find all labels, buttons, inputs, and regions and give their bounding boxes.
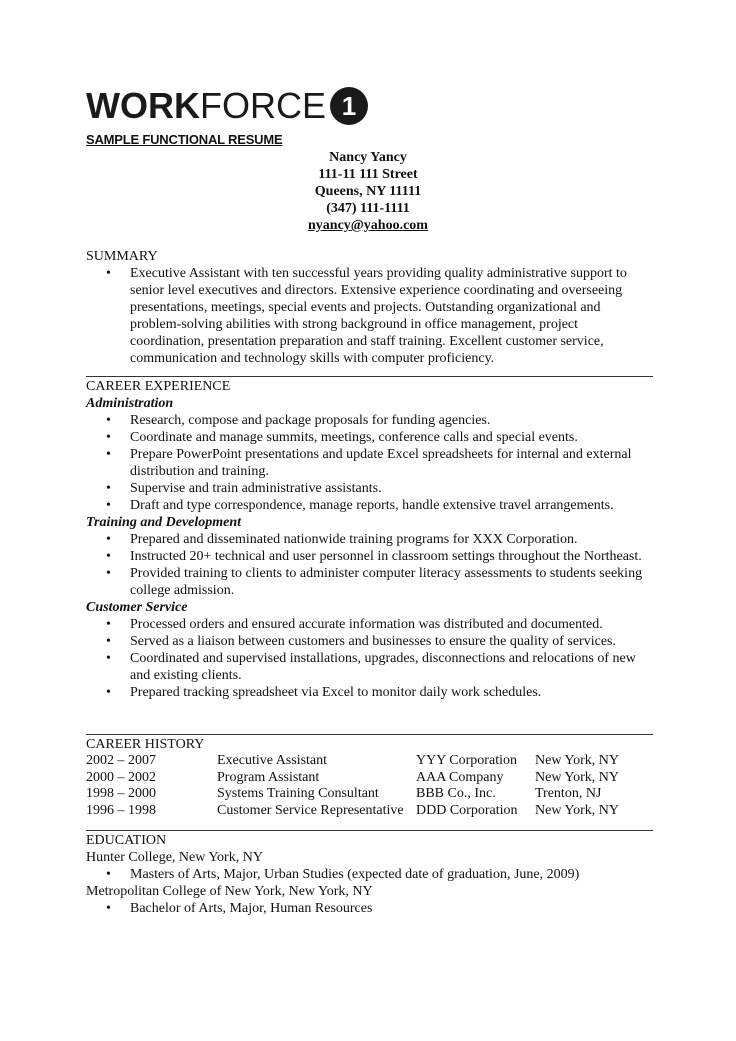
contact-name: Nancy Yancy xyxy=(329,150,407,165)
bullet-icon: • xyxy=(106,566,111,581)
summary-section xyxy=(86,248,653,367)
bullet-icon: • xyxy=(106,617,111,632)
school-name: Hunter College, New York, NY xyxy=(86,850,263,865)
list-item: • Provided training to clients to administer computer literacy assessments to students seeking college admission. xyxy=(106,566,643,598)
bullet-icon: • xyxy=(106,498,111,513)
table-row: 2002 – 2007 Executive Assistant YYY Corporation New York, NY xyxy=(86,753,620,768)
list-item: • Supervise and train administrative assistants. xyxy=(106,481,382,496)
school-name: Metropolitan College of New York, New York, NY xyxy=(86,884,373,899)
table-row: 2000 – 2002 Program Assistant AAA Company New York, NY xyxy=(86,769,620,785)
list-item: • Coordinate and manage summits, meetings, conference calls and special events. xyxy=(106,430,578,445)
experience-group-list xyxy=(86,616,653,701)
degree-list xyxy=(86,900,653,917)
workforce1-logo xyxy=(86,86,369,126)
list-item: • Prepared and disseminated nationwide training programs for XXX Corporation. xyxy=(106,532,578,547)
degree-list xyxy=(86,866,653,883)
bullet-icon: • xyxy=(106,634,111,649)
bullet-icon: • xyxy=(106,430,111,445)
summary-heading: SUMMARY xyxy=(86,249,158,264)
table-row: 1998 – 2000 Systems Training Consultant BBB Co., Inc. Trenton, NJ xyxy=(86,786,602,801)
experience-section xyxy=(86,378,653,701)
history-heading: CAREER HISTORY xyxy=(86,737,205,752)
bullet-icon: • xyxy=(106,532,111,547)
bullet-icon: • xyxy=(106,481,111,496)
experience-heading: CAREER EXPERIENCE xyxy=(86,379,231,394)
bullet-icon: • xyxy=(106,266,111,281)
experience-group-title: Training and Development xyxy=(86,515,242,530)
list-item: • Served as a liaison between customers and businesses to ensure the quality of services. xyxy=(106,634,616,649)
contact-block xyxy=(0,149,736,234)
history-table xyxy=(86,753,619,819)
bullet-icon: • xyxy=(106,549,111,564)
history-section xyxy=(86,736,653,819)
experience-group-title: Customer Service xyxy=(86,600,188,615)
contact-email[interactable]: nyancy@yahoo.com xyxy=(308,218,428,233)
bullet-icon: • xyxy=(106,651,111,666)
summary-item xyxy=(86,265,653,367)
experience-group-list xyxy=(86,412,653,514)
list-item: • Processed orders and ensured accurate information was distributed and documented. xyxy=(106,617,603,632)
summary-text: Executive Assistant with ten successful years providing quality administrative support to senior level executives and directors. Extensive experience coordinating and overseeing presentations, meetings, special events and projects. Outstanding organizational and problem-solving abilities with strong background in office management, project coordination, presentation preparation and staff training. Excellent customer service, communication and technology skills with computer proficiency. xyxy=(130,266,627,366)
list-item: • Research, compose and package proposals for funding agencies. xyxy=(106,413,491,428)
list-item: • Bachelor of Arts, Major, Human Resources xyxy=(106,901,373,916)
document-label: SAMPLE FUNCTIONAL RESUME xyxy=(86,132,283,147)
section-divider xyxy=(86,376,653,377)
summary-list xyxy=(86,265,653,367)
logo-wordmark: WORKFORCE xyxy=(86,85,326,126)
education-section xyxy=(86,832,653,917)
contact-phone: (347) 111-1111 xyxy=(326,201,410,216)
bullet-icon: • xyxy=(106,447,111,462)
logo-badge-number: 1 xyxy=(341,91,357,121)
table-row: 1996 – 1998 Customer Service Representative DDD Corporation New York, NY xyxy=(86,802,620,818)
list-item: • Coordinated and supervised installations, upgrades, disconnections and relocations of new and existing clients. xyxy=(106,651,636,683)
bullet-icon: • xyxy=(106,867,111,882)
bullet-icon: • xyxy=(106,685,111,700)
experience-group-list xyxy=(86,531,653,599)
section-divider xyxy=(86,830,653,831)
experience-group-title: Administration xyxy=(86,396,174,411)
section-divider xyxy=(86,734,653,735)
contact-street: 111-11 111 Street xyxy=(318,167,418,182)
bullet-icon: • xyxy=(106,901,111,916)
bullet-icon: • xyxy=(106,413,111,428)
list-item: • Masters of Arts, Major, Urban Studies (expected date of graduation, June, 2009) xyxy=(106,867,580,882)
contact-city: Queens, NY 11111 xyxy=(314,184,422,199)
education-heading: EDUCATION xyxy=(86,833,167,848)
logo-badge-icon xyxy=(329,86,369,126)
list-item: • Prepared tracking spreadsheet via Excel to monitor daily work schedules. xyxy=(106,685,542,700)
list-item: • Draft and type correspondence, manage reports, handle extensive travel arrangements. xyxy=(106,498,614,513)
list-item: • Prepare PowerPoint presentations and update Excel spreadsheets for internal and external distribution and training. xyxy=(106,447,632,479)
list-item: • Instructed 20+ technical and user personnel in classroom settings throughout the Northeast. xyxy=(106,549,642,564)
